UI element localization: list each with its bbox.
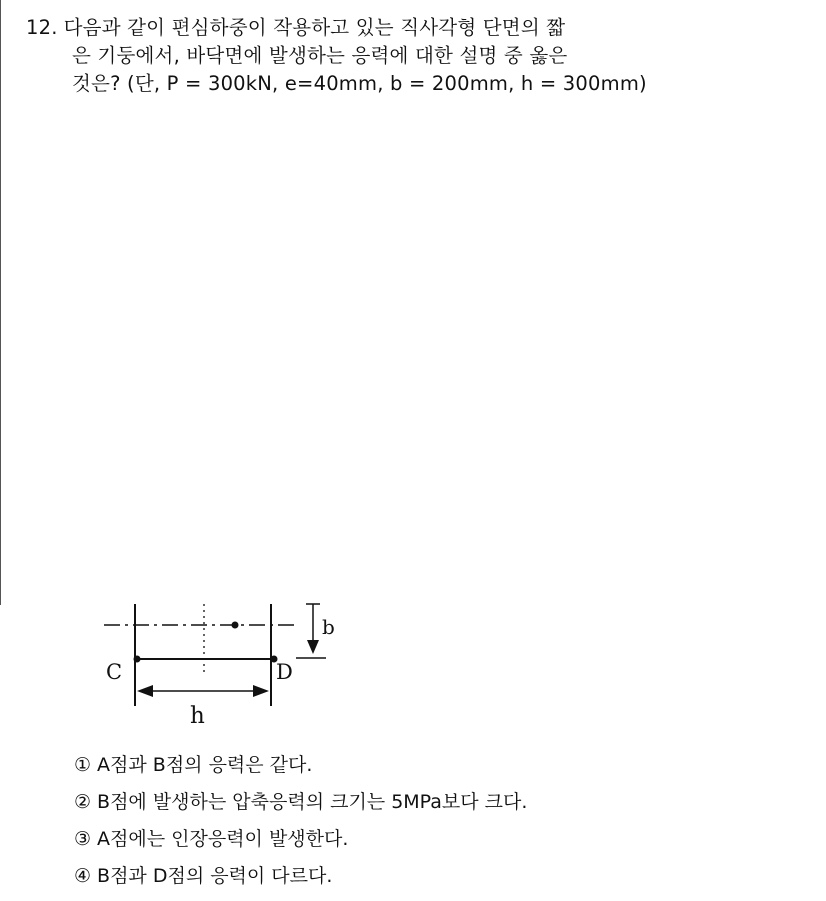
option-2-mark: ② — [74, 791, 92, 813]
question-line-1-text: 다음과 같이 편심하중이 작용하고 있는 직사각형 단면의 짧 — [63, 16, 566, 39]
question-number: 12. — [26, 16, 58, 39]
label-b: b — [322, 615, 335, 639]
load-point-dot — [232, 622, 239, 629]
option-1-text: A점과 B점의 응력은 같다. — [97, 754, 313, 776]
option-3-mark: ③ — [74, 828, 92, 850]
column-section-figure — [98, 598, 348, 730]
option-4[interactable] — [74, 858, 527, 895]
option-4-mark: ④ — [74, 865, 92, 887]
b-dimension-arrow-icon — [307, 640, 319, 654]
option-3-text: A점에는 인장응력이 발생한다. — [97, 828, 349, 850]
answer-options — [74, 747, 527, 895]
option-1[interactable] — [74, 747, 527, 784]
option-2-text: B점에 발생하는 압축응력의 크기는 5MPa보다 크다. — [97, 791, 528, 813]
question-line-2: 은 기둥에서, 바닥면에 발생하는 응력에 대한 설명 중 옳은 — [72, 44, 568, 67]
question-line-1 — [26, 14, 806, 42]
question-text — [26, 14, 806, 98]
h-dimension-left-arrow-icon — [137, 685, 153, 697]
option-1-mark: ① — [74, 754, 92, 776]
option-4-text: B점과 D점의 응력이 다르다. — [97, 865, 333, 887]
page-left-border — [0, 0, 1, 605]
point-c-dot — [134, 656, 141, 663]
label-d: D — [276, 660, 293, 684]
option-3[interactable] — [74, 821, 527, 858]
column-section-diagram — [98, 598, 348, 730]
h-dimension-right-arrow-icon — [253, 685, 269, 697]
label-h: h — [190, 703, 205, 729]
option-2[interactable] — [74, 784, 527, 821]
question-line-3: 것은? (단, P = 300kN, e=40mm, b = 200mm, h = 300mm) — [72, 72, 647, 95]
label-c: C — [106, 660, 123, 684]
